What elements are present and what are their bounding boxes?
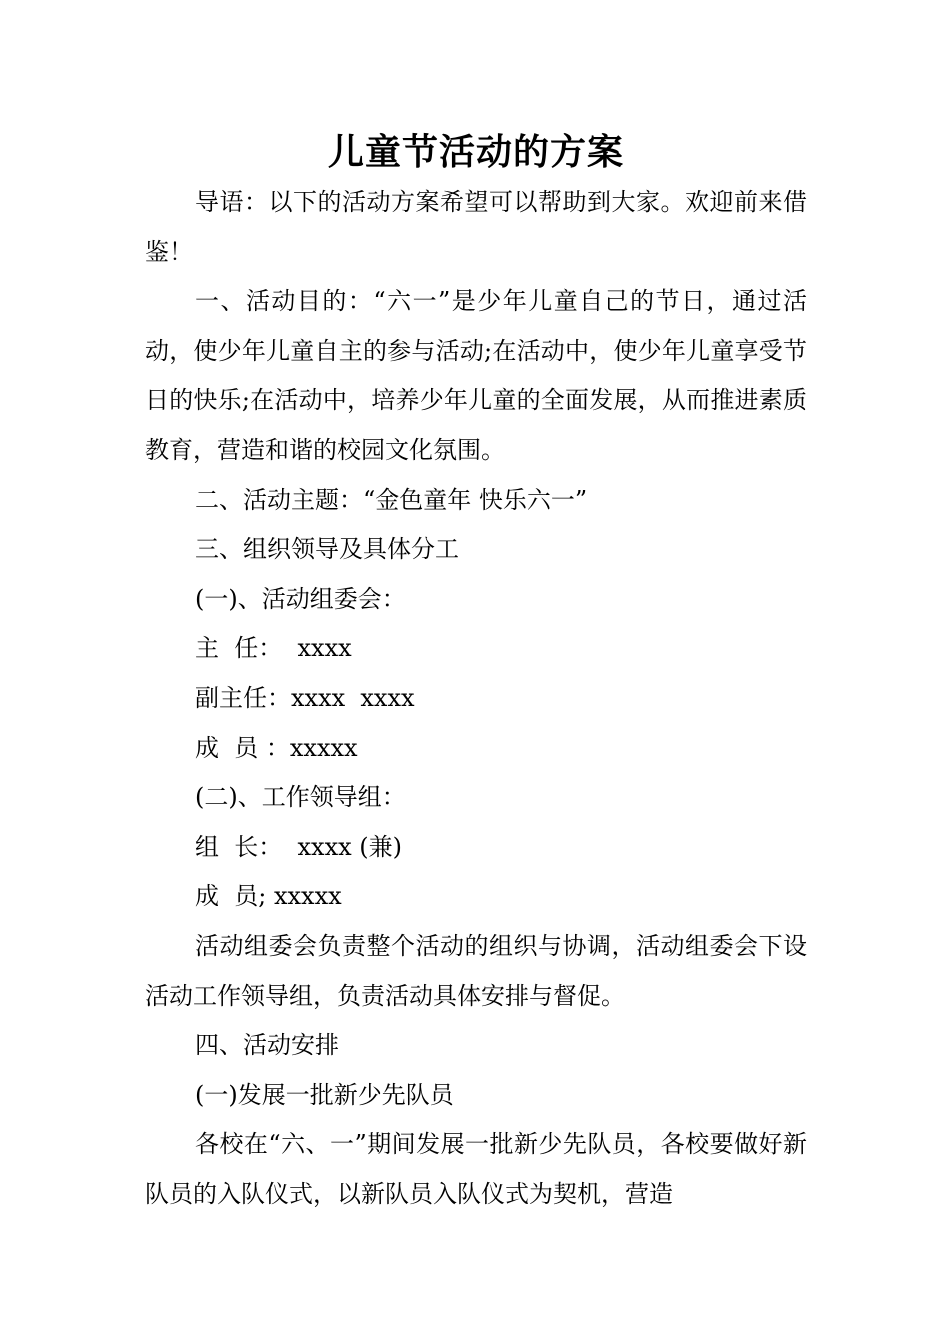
section-3-heading: 三、组织领导及具体分工 <box>195 535 459 564</box>
document-title: 儿童节活动的方案 <box>327 131 624 173</box>
subsection-4-1-heading: (一)发展一批新少先队员 <box>195 1080 454 1109</box>
committee-members: 成 员 ：xxxxx <box>195 733 358 762</box>
intro-paragraph: 导语：以下的活动方案希望可以帮助到大家。欢迎前来借鉴！ <box>145 188 807 266</box>
committee-responsibility: 活动组委会负责整个活动的组织与协调，活动组委会下设活动工作领导组，负责活动具体安排与督促。 <box>145 931 807 1010</box>
committee-deputy-director: 副主任：xxxx xxxx <box>195 683 415 712</box>
leading-group-leader: 组 长： xxxx (兼) <box>195 832 403 861</box>
committee-director: 主 任： xxxx <box>195 634 352 663</box>
leading-group-members: 成 员; xxxxx <box>195 882 342 911</box>
section-1-purpose: 一、活动目的：“六一”是少年儿童自己的节日，通过活动，使少年儿童自主的参与活动;在活动中，使少年儿童享受节日的快乐;在活动中，培养少年儿童的全面发展，从而推进素质教育，营造和谐的校园文化氛围。 <box>145 287 807 464</box>
document-page <box>145 126 807 1219</box>
section-2-theme: 二、活动主题：“金色童年 快乐六一” <box>195 485 588 514</box>
section-4-heading: 四、活动安排 <box>195 1031 339 1060</box>
committee-heading: (一)、活动组委会： <box>195 584 406 613</box>
subsection-4-1-body: 各校在“六、一”期间发展一批新少先队员，各校要做好新队员的入队仪式，以新队员入队仪式为契机，营造 <box>145 1130 807 1208</box>
leading-group-heading: (二)、工作领导组： <box>195 783 406 812</box>
